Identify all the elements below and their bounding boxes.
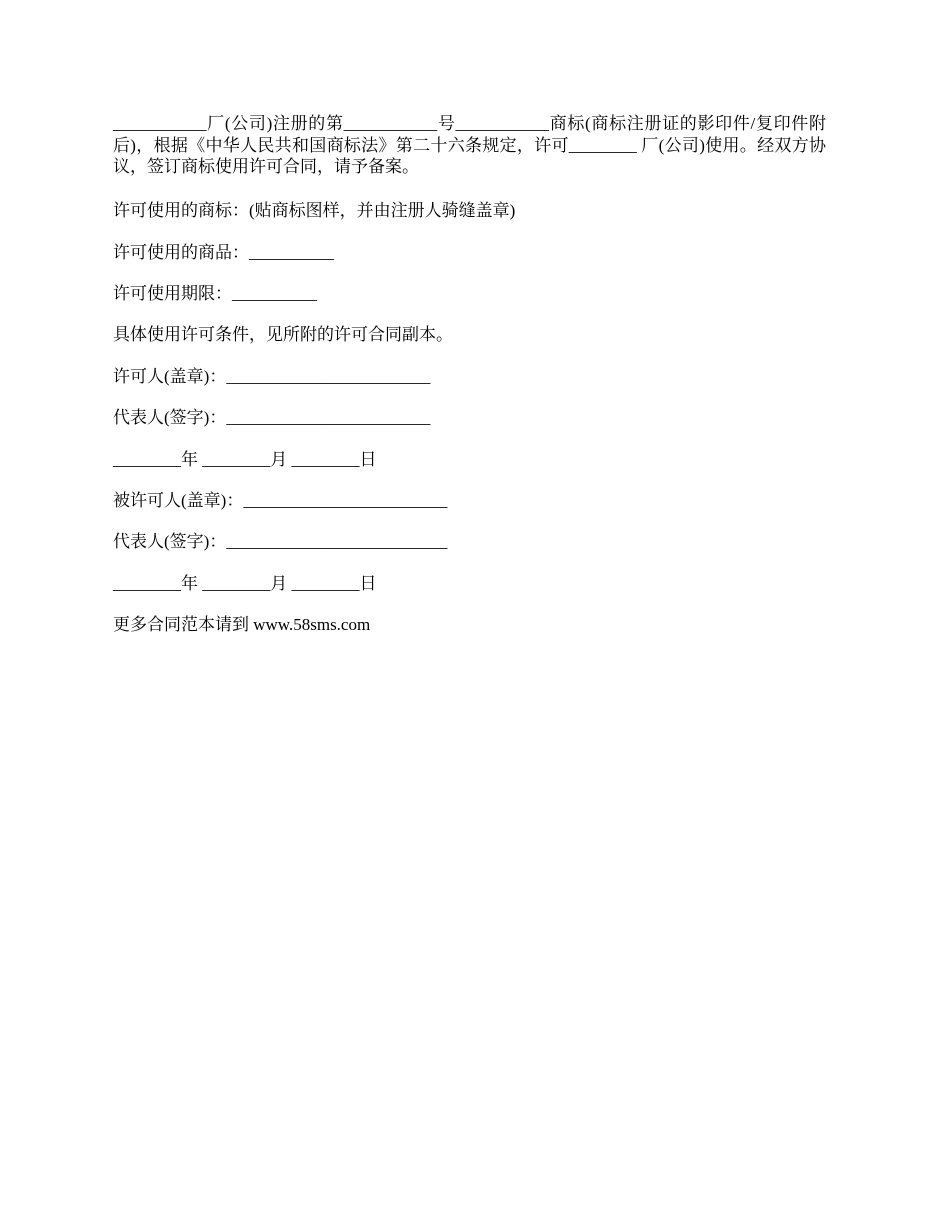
- licensee-seal-line: 被许可人(盖章)：________________________: [113, 491, 448, 510]
- licensee-representative-signature-line: 代表人(签字)：__________________________: [113, 532, 448, 551]
- document-page: [113, 113, 826, 634]
- licensed-goods-line: 许可使用的商品：__________: [113, 243, 334, 262]
- conditions-line: 具体使用许可条件，见所附的许可合同副本。: [113, 325, 453, 344]
- licensor-seal-line: 许可人(盖章)：________________________: [113, 367, 431, 386]
- licensed-trademark-line: 许可使用的商标：(贴商标图样，并由注册人骑缝盖章): [113, 201, 516, 220]
- footer-link-text: 更多合同范本请到 www.58sms.com: [113, 615, 371, 634]
- licensor-representative-signature-line: 代表人(签字)：________________________: [113, 408, 431, 427]
- licensee-date-line: ________年 ________月 ________日: [113, 574, 377, 593]
- license-term-line: 许可使用期限：__________: [113, 284, 317, 303]
- licensor-date-line: ________年 ________月 ________日: [113, 450, 377, 469]
- intro-paragraph: ___________厂(公司)注册的第___________号___________商标(商标注册证的影印件/复印件附后)，根据《中华人民共和国商标法》第二十六条规定，许可________ 厂(公司)使用。经双方协议，签订商标使用许可合同，请予备案。: [113, 114, 826, 176]
